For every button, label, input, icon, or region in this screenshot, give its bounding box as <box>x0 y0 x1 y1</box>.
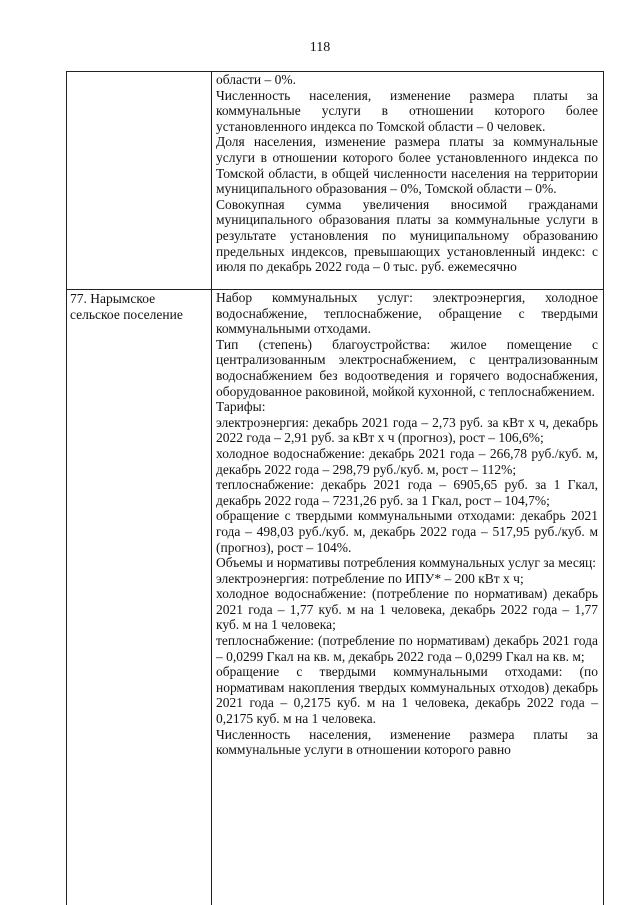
description-paragraph: области – 0%. <box>216 72 296 87</box>
description-paragraph: холодное водоснабжение: декабрь 2021 года – 266,78 руб./куб. м, декабрь 2022 года – 298,79 руб./куб. м, рост – 112%; <box>216 445 598 477</box>
description-paragraph: Тип (степень) благоустройства: жилое помещение с централизованным электроснабжением, с централизованным водоснабжением без водоотведения и горячего водоснабжения, оборудованное раковиной, мойкой кухонной, с теплоснабжением. <box>216 336 598 399</box>
municipality-name <box>67 72 211 73</box>
description-paragraph: Численность населения, изменение размера платы за коммунальные услуги в отношении которого более установленного индекса по Томской области – 0 человек. <box>216 87 598 134</box>
table-row <box>67 72 604 290</box>
municipality-name: 77. Нарымское сельское поселение <box>70 291 183 322</box>
municipality-cell <box>67 290 212 905</box>
description-paragraph: холодное водоснабжение: (потребление по нормативам) декабрь 2021 года – 1,77 куб. м на 1 человека, декабрь 2022 года – 1,77 куб. м на 1 человека; <box>216 586 598 633</box>
description-paragraph: теплоснабжение: (потребление по нормативам) декабрь 2021 года – 0,0299 Гкал на кв. м, декабрь 2022 года – 0,0299 Гкал на кв. м; <box>216 633 598 664</box>
page-number: 118 <box>309 40 331 55</box>
table-row <box>67 290 604 905</box>
description-paragraph: обращение с твердыми коммунальными отходами: декабрь 2021 года – 498,03 руб./куб. м, декабрь 2022 года – 517,95 руб./куб. м (прогноз), рост – 104%. <box>216 508 598 555</box>
description-paragraph: обращение с твердыми коммунальными отходами: (по нормативам накопления твердых коммунальных отходов) декабрь 2021 года – 0,2175 куб. м на 1 человека, декабрь 2022 года – 0,2175 куб. м на 1 человека. <box>216 664 598 727</box>
description-paragraph: Набор коммунальных услуг: электроэнергия, холодное водоснабжение, теплоснабжение, обращение с твердыми коммунальными отходами. <box>216 290 598 337</box>
municipal-tariff-table <box>66 71 604 905</box>
description-paragraph: Совокупная сумма увеличения вносимой гражданами муниципального образования платы за коммунальные услуги в результате установления по муниципальному образованию предельных индексов, превышающих установленный индекс: с июля по декабрь 2022 года – 0 тыс. руб. ежемесячно <box>216 196 598 275</box>
description-cell <box>212 290 604 905</box>
description-paragraph: Доля населения, изменение размера платы за коммунальные услуги в отношении которого более установленного индекса по Томской области, в общей численности населения на территории муниципального образования – 0%, Томской области – 0%. <box>216 134 598 197</box>
description-paragraph: Тарифы: <box>216 399 266 415</box>
municipality-cell <box>67 72 212 290</box>
description-paragraph: Объемы и нормативы потребления коммунальных услуг за месяц: <box>216 555 597 571</box>
description-paragraph: теплоснабжение: декабрь 2021 года – 6905,65 руб. за 1 Гкал, декабрь 2022 года – 7231,26 руб. за 1 Гкал, рост – 104,7%; <box>216 477 598 508</box>
description-cell <box>212 72 604 290</box>
description-paragraph: электроэнергия: потребление по ИПУ* – 200 кВт х ч; <box>216 570 524 586</box>
description-paragraph: Численность населения, изменение размера платы за коммунальные услуги в отношении которого равно <box>216 726 598 758</box>
description-paragraph: электроэнергия: декабрь 2021 года – 2,73 руб. за кВт х ч, декабрь 2022 года – 2,91 руб. за кВт х ч (прогноз), рост – 106,6%; <box>216 414 598 446</box>
